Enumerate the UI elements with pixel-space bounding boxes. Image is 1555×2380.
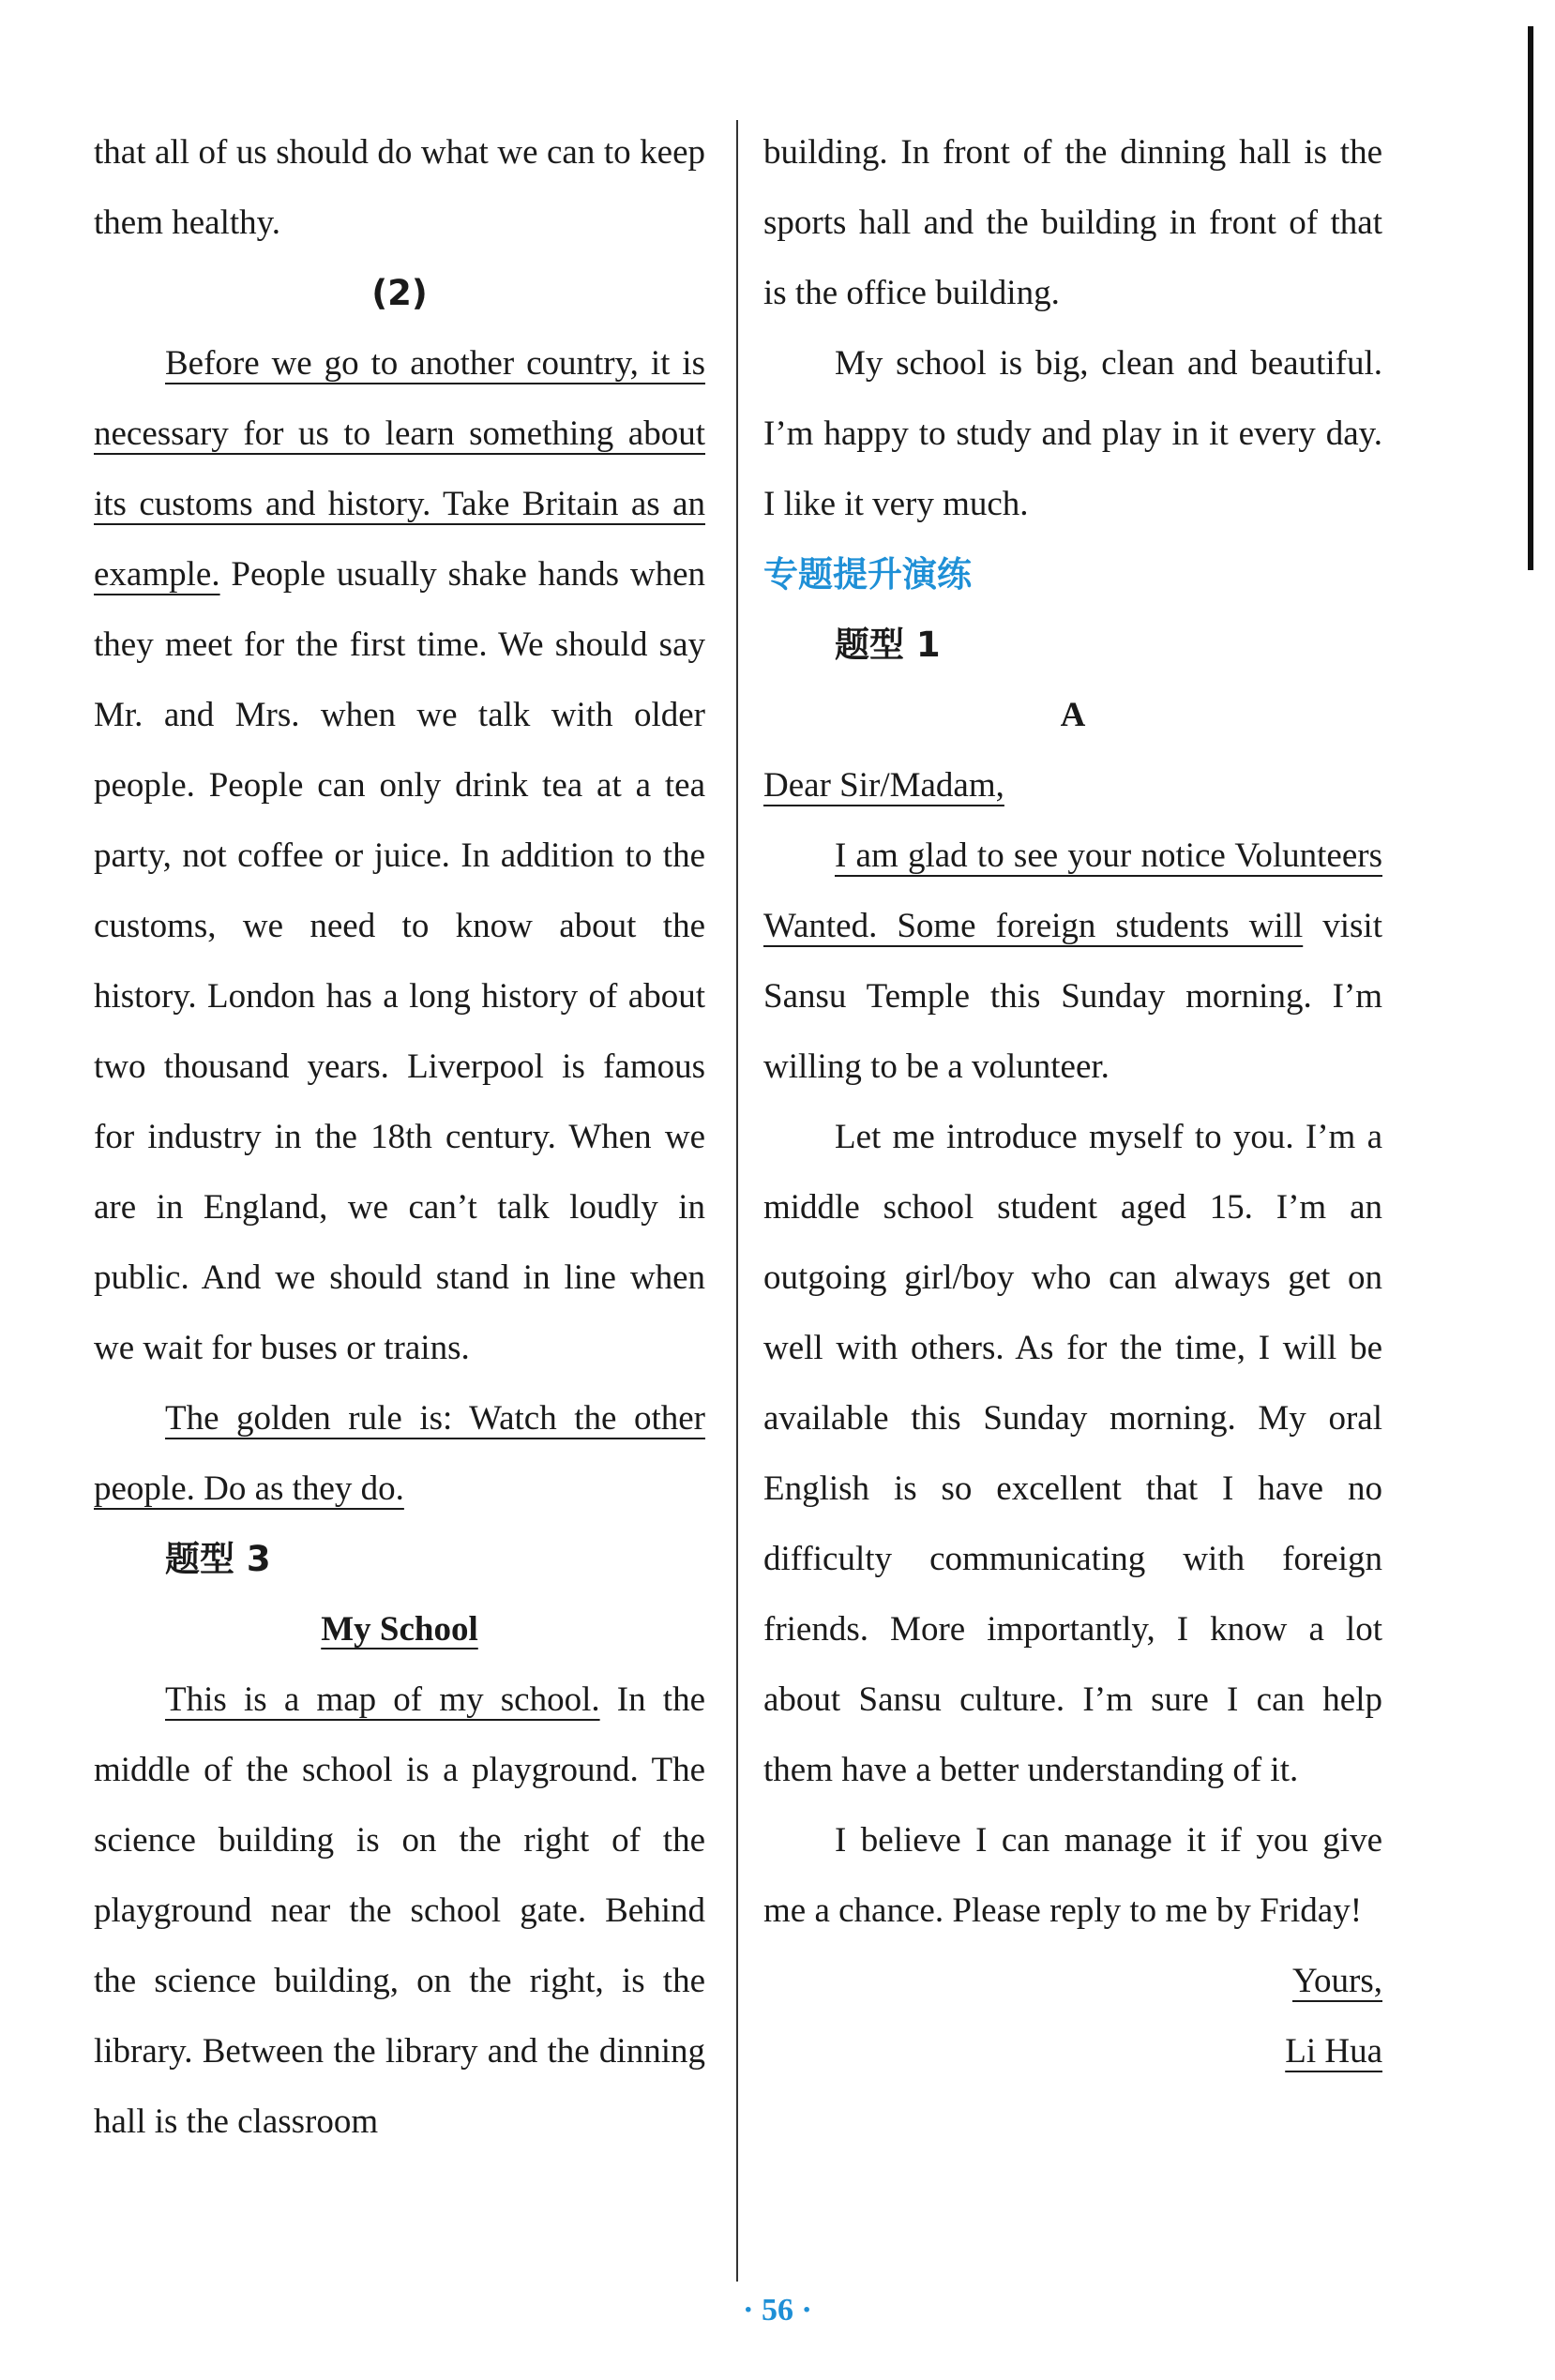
paragraph-school-buildings: building. In front of the dinning hall is the sports hall and the building in front of that is the office building.	[763, 133, 1382, 312]
underlined-intro-sentence: This is a map of my school.	[165, 1680, 600, 1719]
letter-label-a: A	[1060, 696, 1086, 734]
paragraph-customs-body: People usually shake hands when they meet for the first time. We should say Mr. and Mrs. when we talk with older people. People can only drink tea at a tea party, not coffee or juice. In addition to the customs, we need to know about the history. London has a long history of about two thousand years. Liverpool is famous for industry in the 18th century. When we are in England, we can’t talk loudly in public. And we should stand in line when we wait for buses or trains.	[94, 555, 705, 1367]
paragraph-customs	[94, 328, 705, 1383]
greeting-line	[763, 750, 1382, 821]
underlined-topic-sentence: Before we go to another country, it is necessary for us to learn something about its customs and history. Take Britain as an example.	[94, 344, 705, 594]
essay-title-wrapper	[94, 1594, 705, 1664]
paragraph-introduction: Let me introduce myself to you. I’m a middle school student aged 15. I’m an outgoing girl/boy who can always get on well with others. As for the time, I will be available this Sunday morning. My oral English is so excellent that I have no difficulty communicating with foreign friends. More importantly, I know a lot about Sansu culture. I’m sure I can help them have a better understanding of it.	[763, 1118, 1382, 1789]
paragraph-volunteer	[763, 821, 1382, 1102]
paragraph-keep-healthy: that all of us should do what we can to keep them healthy.	[94, 133, 705, 242]
signature: Li Hua	[1285, 2032, 1382, 2071]
paragraph-golden-rule	[94, 1383, 705, 1524]
underlined-opening: I am glad to see your notice Volunteers Wanted. Some foreign students will	[763, 836, 1382, 945]
heading-type-3: 题型 3	[165, 1539, 271, 1579]
heading-type-1: 题型 1	[835, 625, 941, 665]
item-label-2: (2)	[371, 273, 428, 313]
page-number: · 56 ·	[743, 2293, 812, 2327]
section-title: 专题提升演练	[763, 554, 972, 595]
paragraph-request: I believe I can manage it if you give me a chance. Please reply to me by Friday!	[763, 1821, 1382, 1930]
column-divider	[736, 120, 738, 2282]
paragraph-school-map-body: In the middle of the school is a playground. The science building is on the right of the playground near the school gate. Behind the science building, on the right, is the library. Between the library and the dinning hall is the classroom	[94, 1680, 705, 2141]
paragraph-school-map	[94, 1664, 705, 2157]
greeting: Dear Sir/Madam,	[763, 766, 1004, 805]
essay-title: My School	[321, 1610, 478, 1649]
underlined-golden-rule: The golden rule is: Watch the other people. Do as they do.	[94, 1399, 705, 1508]
closing-line	[763, 1946, 1382, 2016]
left-column	[94, 117, 705, 2157]
signature-line	[763, 2016, 1382, 2086]
paragraph-school-conclusion: My school is big, clean and beautiful. I’m happy to study and play in it every day. I like it very much.	[763, 344, 1382, 523]
right-column	[763, 117, 1382, 2086]
closing: Yours,	[1292, 1962, 1382, 2000]
paragraph-volunteer-body: visit Sansu Temple this Sunday morning. I’m willing to be a volunteer.	[763, 907, 1382, 1086]
page-edge-bar	[1528, 26, 1533, 570]
